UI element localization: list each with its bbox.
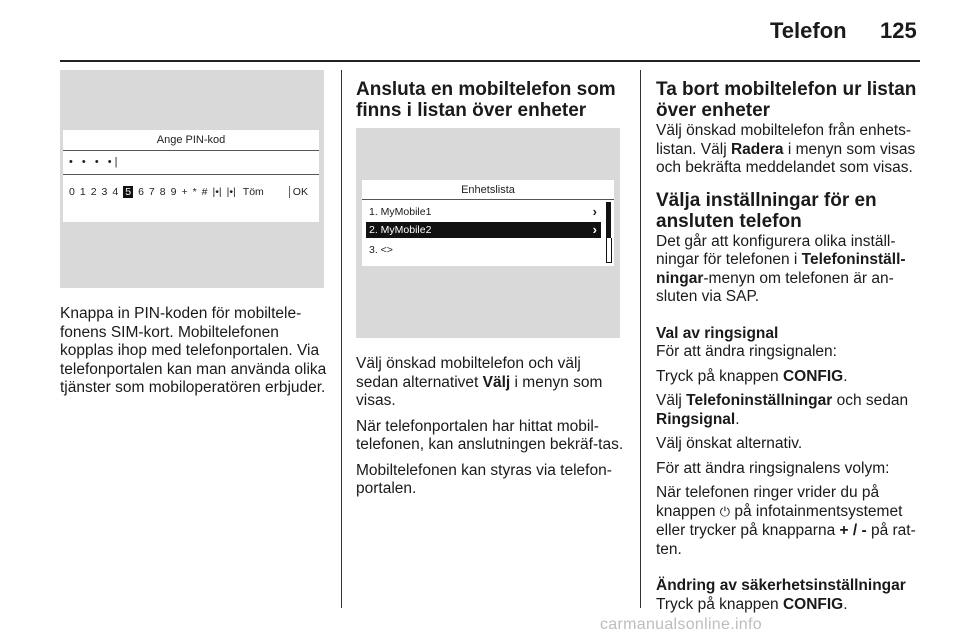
scrollbar-thumb[interactable] — [606, 202, 611, 238]
running-title: Telefon — [770, 18, 847, 43]
pin-key[interactable]: 4 — [112, 186, 119, 198]
connect-heading: Ansluta en mobiltelefon som finns i listan över enheter — [356, 79, 616, 121]
device-list-item-label: 3. <> — [369, 244, 393, 256]
pin-screen — [63, 130, 319, 222]
device-list-item-label: 1. MyMobile1 — [369, 206, 432, 218]
pin-keypad — [69, 186, 313, 198]
pin-key[interactable]: 3 — [101, 186, 108, 198]
watermark: carmanualsonline.info — [600, 616, 762, 633]
pin-key[interactable]: 6 — [138, 186, 144, 198]
connect-paragraph-3: Mobiltelefonen kan styras via telefon-portalen. — [356, 461, 612, 497]
remove-paragraph: Välj önskad mobiltelefon från enhets-listan. Välj Radera i menyn som visas och bekräfta meddelandet som visas. — [656, 122, 916, 176]
device-list-screen — [362, 180, 614, 266]
ringtone-subheading: Val av ringsignal — [656, 324, 779, 342]
volume-step-2: När telefonen ringer vrider du på knappen ⏻ på infotainmentsystemet eller trycker på knapparna + / - på rat-ten. — [656, 484, 916, 558]
column-divider-1 — [341, 70, 342, 608]
column-3 — [656, 79, 924, 614]
pin-instructions — [60, 305, 330, 398]
pin-key[interactable]: 7 — [148, 186, 155, 198]
delete-key[interactable]: Töm — [242, 186, 264, 198]
pin-screen-figure — [60, 70, 324, 288]
page-number: 125 — [880, 18, 917, 43]
pin-screen-title: Ange PIN-kod — [156, 134, 226, 146]
pin-key-selected[interactable]: 5 — [125, 186, 132, 198]
device-list-item[interactable] — [366, 204, 601, 220]
pin-key[interactable]: 8 — [159, 186, 166, 198]
pin-key[interactable]: |•| — [226, 186, 236, 198]
connect-paragraph-2: När telefonportalen har hittat mobil-telefonen, kan anslutningen bekräf-tas. — [356, 417, 624, 453]
ringtone-step-4: Välj önskat alternativ. — [656, 435, 803, 452]
pin-key[interactable]: 1 — [79, 186, 86, 198]
pin-key[interactable]: * — [192, 186, 197, 198]
ringtone-step-2: Tryck på knappen CONFIG. — [656, 367, 848, 385]
security-subheading: Ändring av säkerhetsinställningar — [656, 577, 906, 594]
device-list-figure — [356, 128, 620, 338]
pin-key[interactable]: # — [201, 186, 208, 198]
settings-heading: Välja inställningar för en ansluten telefon — [656, 189, 877, 232]
pin-title-rule — [63, 150, 319, 151]
device-list-title: Enhetslista — [461, 184, 515, 196]
settings-paragraph: Det går att konfigurera olika inställ-ningar för telefonen i Telefoninställ-ningar-menyn om telefonen är an-sluten via SAP. — [656, 232, 906, 305]
pin-key[interactable]: |•| — [212, 186, 222, 198]
device-list-item-selected[interactable] — [366, 222, 601, 238]
chevron-right-icon: › — [592, 222, 597, 237]
pin-entry-rule — [63, 174, 319, 175]
connect-paragraph-1: Välj önskad mobiltelefon och välj sedan alternativet Välj i menyn som visas. — [356, 355, 603, 409]
connect-instructions — [356, 355, 626, 499]
device-list-item[interactable] — [366, 242, 601, 258]
pin-entered-digits: • • • •| — [69, 156, 121, 168]
pin-paragraph: Knappa in PIN-koden för mobiltele-fonens SIM-kort. Mobiltelefonen kopplas ihop med telefonportalen. Via telefonportalen kan man använda olika tjänster som mobiloperatören erbjuder. — [60, 305, 327, 396]
remove-heading: Ta bort mobiltelefon ur listan över enheter — [656, 79, 917, 121]
ringtone-step-3: Välj Telefoninställningar och sedan Ringsignal. — [656, 392, 909, 428]
volume-step-1: För att ändra ringsignalens volym: — [656, 459, 890, 477]
pin-key[interactable]: + — [181, 186, 188, 198]
scrollbar-track[interactable] — [606, 238, 612, 263]
list-title-rule — [362, 199, 614, 200]
chevron-right-icon: › — [592, 204, 597, 219]
ok-key[interactable]: OK — [289, 186, 308, 198]
column-divider-2 — [640, 70, 641, 608]
pin-key[interactable]: 2 — [90, 186, 97, 198]
ringtone-step-1: För att ändra ringsignalen: — [656, 343, 837, 360]
device-list-item-label: 2. MyMobile2 — [369, 224, 432, 236]
pin-key[interactable]: 9 — [170, 186, 177, 198]
power-knob-icon: ⏻ — [719, 504, 731, 520]
header-rule — [60, 60, 920, 62]
security-step-1: Tryck på knappen CONFIG. — [656, 595, 848, 613]
pin-key[interactable]: 0 — [69, 186, 75, 198]
